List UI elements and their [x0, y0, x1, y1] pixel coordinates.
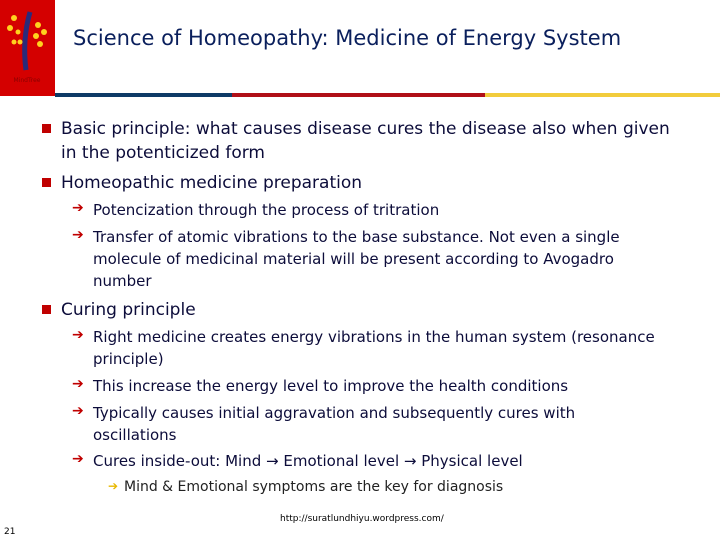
sub-bullet: Typically causes initial aggravation and subsequently cures with oscillations	[93, 404, 576, 444]
sub-bullet: Transfer of atomic vibrations to the base substance. Not even a single molecule of medicinal material will be present according to Avogadro number	[93, 228, 620, 290]
arrow-icon: ➔	[72, 403, 84, 419]
bullet-square-icon	[42, 178, 51, 187]
header-rule-navy	[55, 93, 232, 97]
header-rule-red	[232, 93, 485, 97]
sub-bullet: Potencization through the process of tritration	[93, 201, 440, 219]
bullet-3: Curing principle	[61, 300, 196, 320]
sub-bullet: Cures inside-out: Mind → Emotional level → Physical level	[93, 452, 523, 470]
bullet-2: Homeopathic medicine preparation	[61, 173, 363, 193]
slide-title: Science of Homeopathy: Medicine of Energy System	[73, 26, 622, 50]
sub-sub-bullet: Mind & Emotional symptoms are the key for diagnosis	[124, 479, 504, 495]
arrow-icon: ➔	[72, 376, 84, 392]
arrow-icon: ➔	[72, 227, 84, 243]
arrow-icon: ➔	[108, 479, 119, 493]
sub-bullet: This increase the energy level to improve the health conditions	[93, 377, 569, 395]
svg-text:MindTree: MindTree	[13, 77, 41, 84]
bullet-1: Basic principle: what causes disease cures the disease also when given in the potenticized form	[61, 119, 670, 163]
arrow-icon: ➔	[72, 200, 84, 216]
page-number: 21	[4, 527, 16, 537]
sub-bullet: Right medicine creates energy vibrations in the human system (resonance principle)	[93, 328, 655, 368]
footer-url: http://suratlundhiyu.wordpress.com/	[280, 514, 444, 524]
mindtree-logo	[0, 0, 55, 96]
bullet-square-icon	[42, 305, 51, 314]
arrow-icon: ➔	[72, 451, 84, 467]
arrow-icon: ➔	[72, 327, 84, 343]
header-rule-yellow	[485, 93, 720, 97]
bullet-square-icon	[42, 124, 51, 133]
